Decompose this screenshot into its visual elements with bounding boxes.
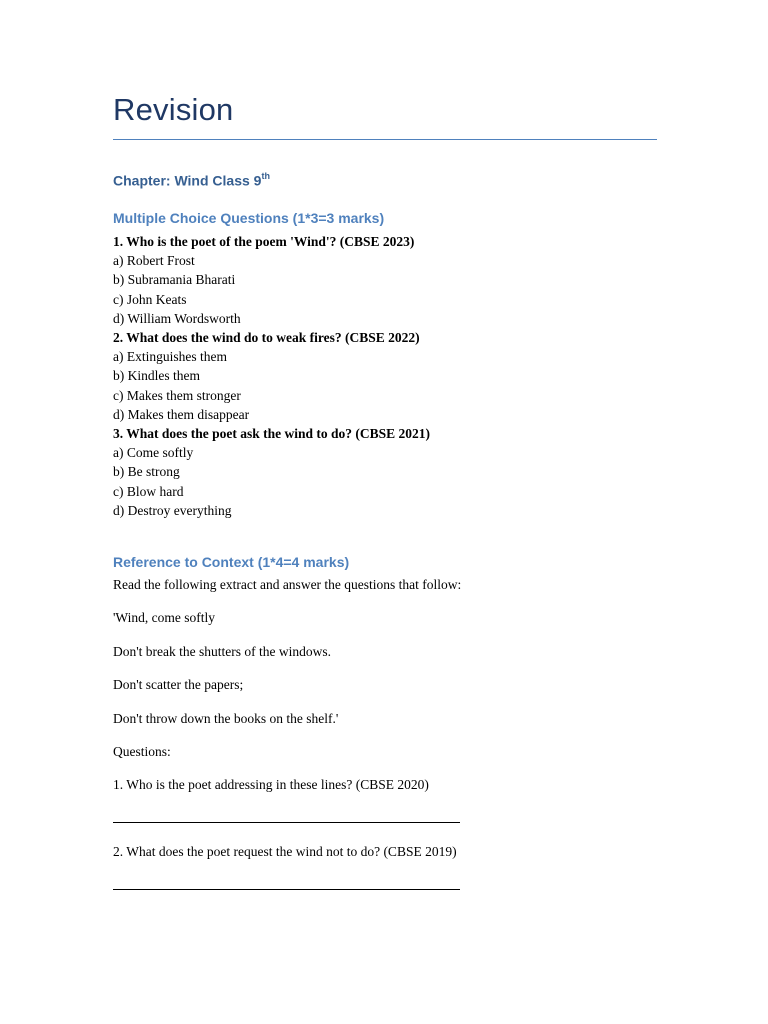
page-title: Revision [113,92,234,127]
mcq-option: b) Subramania Bharati [113,272,236,288]
mcq-option: a) Extinguishes them [113,349,227,365]
mcq-option: c) Makes them stronger [113,387,241,403]
mcq-option: d) Makes them disappear [113,406,250,422]
mcq-list [113,232,430,520]
mcq-option: c) Blow hard [113,483,184,499]
extract-line: Don't throw down the books on the shelf.' [113,710,339,726]
mcq-question-2: 2. What does the wind do to weak fires? (CBSE 2022) [113,330,420,346]
mcq-option: d) Destroy everything [113,502,232,518]
mcq-section-heading: Multiple Choice Questions (1*3=3 marks) [113,210,385,226]
answer-line [113,822,460,823]
extract-line: 'Wind, come softly [113,610,215,626]
extract-line: Don't scatter the papers; [113,677,244,693]
reference-section-heading: Reference to Context (1*4=4 marks) [113,554,350,570]
mcq-question-1: 1. Who is the poet of the poem 'Wind'? (CBSE 2023) [113,234,415,249]
chapter-superscript: th [261,171,270,181]
title-underline [113,139,657,140]
mcq-option: a) Robert Frost [113,253,195,269]
answer-blank-2 [113,876,461,909]
reference-instruction: Read the following extract and answer the questions that follow: [113,577,462,592]
chapter-heading [113,172,270,189]
questions-label: Questions: [113,743,171,759]
mcq-option: d) William Wordsworth [113,310,241,326]
reference-question-1: 1. Who is the poet addressing in these lines? (CBSE 2020) [113,777,429,793]
chapter-label: Chapter: Wind Class 9 [113,172,262,189]
mcq-option: b) Be strong [113,464,180,480]
mcq-option: c) John Keats [113,291,187,307]
reference-block [113,575,461,909]
answer-line [113,889,460,890]
reference-question-2: 2. What does the poet request the wind not to do? (CBSE 2019) [113,844,457,860]
answer-blank-1 [113,809,461,842]
extract-line: Don't break the shutters of the windows. [113,643,332,659]
mcq-option: b) Kindles them [113,368,200,384]
mcq-question-3: 3. What does the poet ask the wind to do? (CBSE 2021) [113,426,431,442]
mcq-option: a) Come softly [113,445,194,461]
